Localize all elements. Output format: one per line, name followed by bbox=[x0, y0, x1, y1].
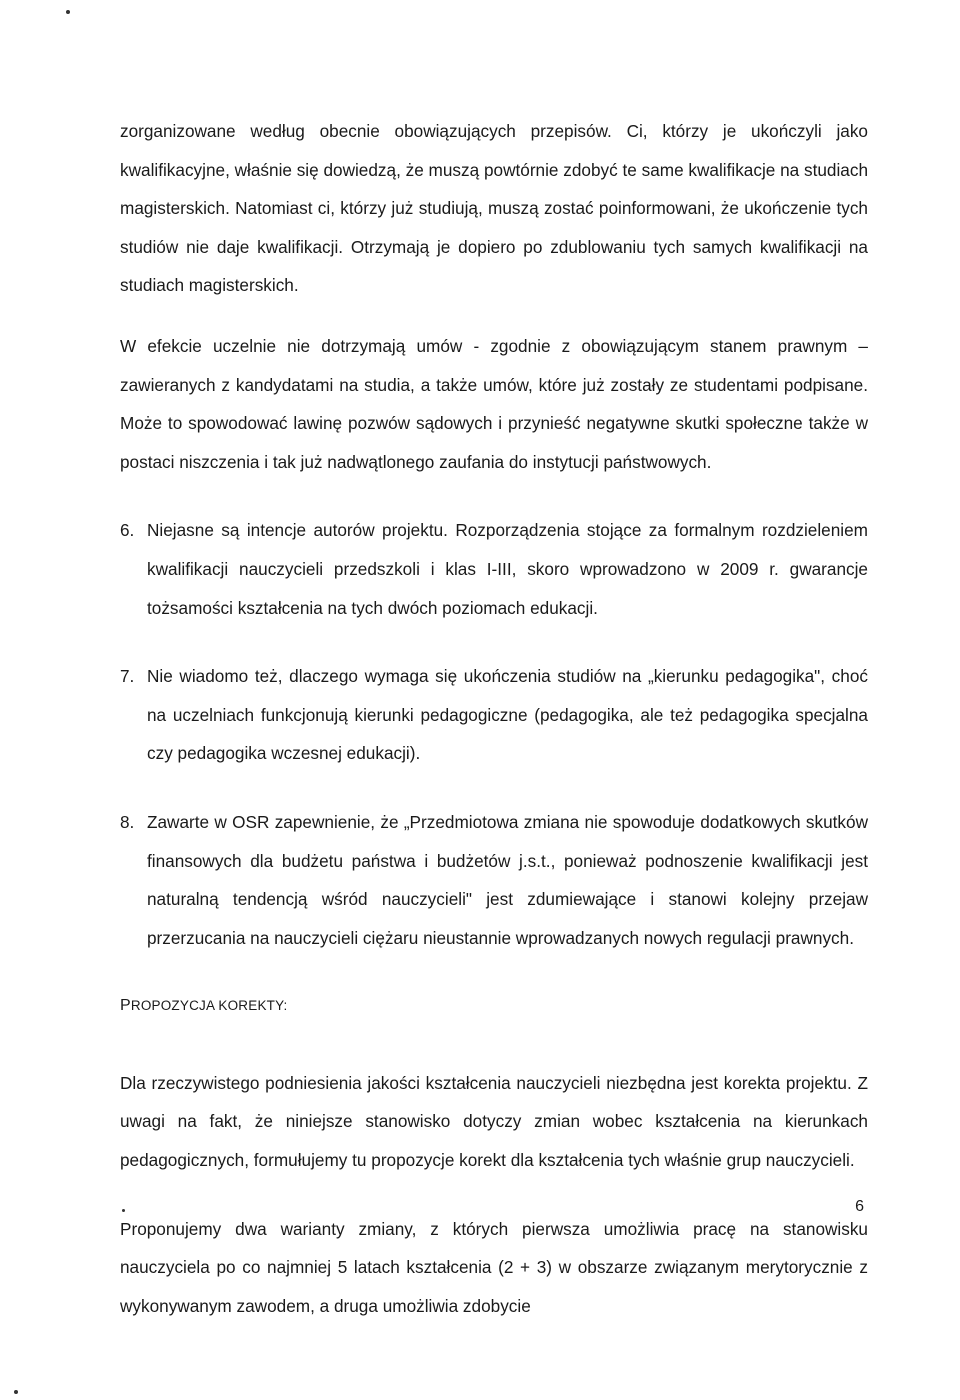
paragraph-continuation: zorganizowane według obecnie obowiązujących przepisów. Ci, którzy je ukończyli jako kwalifikacyjne, właśnie się dowiedzą, że muszą powtórnie zdobyć te same kwalifikacje na studiach magisterskich. Natomiast ci, którzy już studiują, muszą zostać poinformowani, że ukończenie tych studiów nie daje kwalifikacji. Otrzymają je dopiero po zdublowaniu tych samych kwalifikacji na studiach magisterskich. bbox=[120, 121, 869, 296]
paragraph-correction: Dla rzeczywistego podniesienia jakości kształcenia nauczycieli niezbędna jest korekta projektu. Z uwagi na fakt, że niniejsze stanowisko dotyczy zmian wobec kształcenia na kierunkach pedagogicznych, formułujemy tu propozycje korekt dla kształcenia tych właśnie grup nauczycieli. bbox=[120, 1072, 868, 1171]
list-item-number: 6. bbox=[120, 520, 135, 541]
scan-speck bbox=[14, 1390, 18, 1394]
list-item-text: Zawarte w OSR zapewnienie, że „Przedmiotowa zmiana nie spowoduje dodatkowych skutków finansowych dla budżetu państwa i budżetów j.s.t., ponieważ podnoszenie kwalifikacji jest naturalną tendencją wśród nauczycieli" jest zdumiewające i stanowi kolejny przejaw przerzucania na nauczycieli ciężaru nieustannie wprowadzanych nowych regulacji prawnych. bbox=[147, 811, 868, 948]
page-number: 6 bbox=[855, 1198, 864, 1215]
list-item-text: Nie wiadomo też, dlaczego wymaga się ukończenia studiów na „kierunku pedagogika", choć na uczelniach funkcjonują kierunki pedagogiczne (pedagogika, ale też pedagogika specjalna czy pedagogika wczesnej edukacji). bbox=[147, 666, 868, 764]
list-item-6 bbox=[120, 511, 868, 627]
list-item-7 bbox=[120, 657, 868, 773]
margin-bullet bbox=[122, 1209, 125, 1212]
list-item-number: 8. bbox=[120, 811, 135, 832]
list-item-number: 7. bbox=[120, 666, 135, 687]
scan-speck bbox=[66, 10, 70, 14]
page-body bbox=[120, 112, 868, 1325]
list-item-8 bbox=[120, 803, 868, 957]
paragraph-proposal: Proponujemy dwa warianty zmiany, z których pierwsza umożliwia pracę na stanowisku nauczyciela po co najmniej 5 latach kształcenia (2 + 3) w obszarze związanym merytorycznie z wykonywanym zawodem, a druga umożliwia zdobycie bbox=[120, 1218, 868, 1316]
paragraph-consequences: W efekcie uczelnie nie dotrzymają umów - zgodnie z obowiązującym stanem prawnym – zawieranych z kandydatami na studia, a także umów, które już zostały ze studentami podpisane. Może to spowodować lawinę pozwów sądowych i przynieść negatywne skutki społeczne także w postaci niszczenia i tak już nadwątlonego zaufania do instytucji państwowych. bbox=[120, 335, 868, 472]
section-heading-initial: P bbox=[120, 997, 131, 1015]
section-heading bbox=[120, 987, 868, 1026]
list-item-text: Niejasne są intencje autorów projektu. Rozporządzenia stojące za formalnym rozdzieleniem kwalifikacji nauczycieli przedszkoli i klas I-III, skoro wprowadzono w 2009 r. gwarancje tożsamości kształcenia na tych dwóch poziomach edukacji. bbox=[147, 520, 868, 618]
section-heading-rest: ROPOZYCJA KOREKTY: bbox=[130, 998, 288, 1014]
